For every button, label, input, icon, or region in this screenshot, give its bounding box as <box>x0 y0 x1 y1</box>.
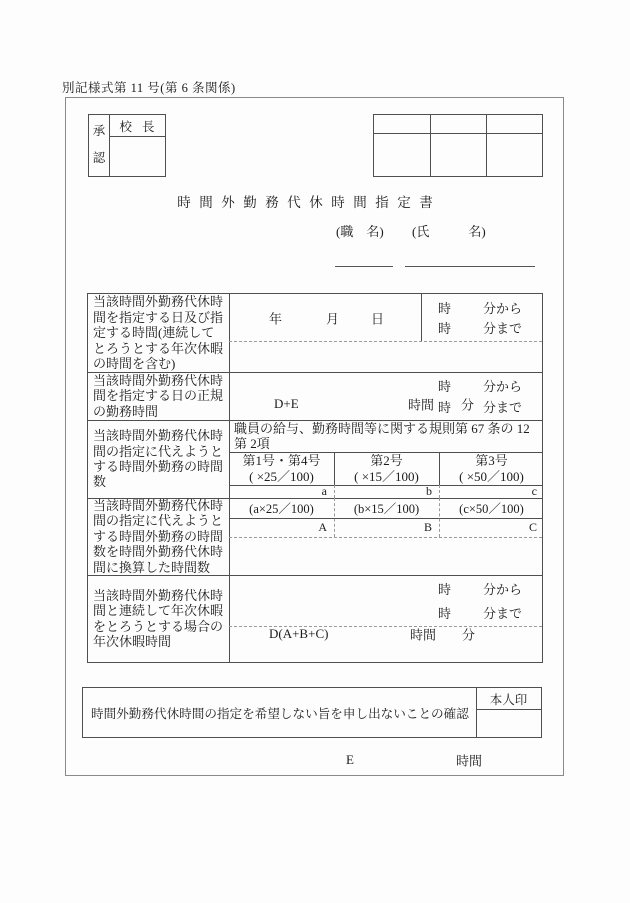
rate-col1-title: 第1号・第4号 <box>242 453 321 468</box>
hour-label: 時 <box>437 301 451 316</box>
approval-box <box>88 114 166 177</box>
rate-col2-header <box>334 452 439 485</box>
rate-col1-value: ( ×25／100) <box>249 468 314 484</box>
row1-label: 当該時間外勤務代休時間を指定する日及び指定する時間(連続してとろうとする年次休暇の時間を含む) <box>93 294 224 372</box>
header-grid-cell <box>430 115 486 133</box>
code-A-cell: A <box>318 520 327 534</box>
sub-divider-dashed <box>229 341 542 342</box>
hour-label: 時 <box>437 321 451 336</box>
row2-time-range-cell <box>229 372 544 420</box>
formula-c-cell: (c×50／100) <box>459 502 524 516</box>
day-label: 日 <box>371 311 385 326</box>
header-grid-cell <box>486 133 542 176</box>
row3-label-cell <box>88 420 229 498</box>
row1-date-cell <box>229 294 421 341</box>
rate-col1-header <box>229 452 334 485</box>
hour-label: 時 <box>437 379 451 394</box>
hour-label: 時 <box>437 582 451 597</box>
confirmation-table <box>82 687 542 738</box>
header-grid <box>373 114 543 177</box>
row2-label: 当該時間外勤務代休時間を指定する日の正規の勤務時間 <box>93 372 224 419</box>
total-formula-label: D(A+B+C) <box>269 626 329 641</box>
hours-unit-label: 時間 <box>410 627 437 643</box>
seal-cell <box>476 709 541 737</box>
time-to-line <box>229 397 544 416</box>
name-signature-line <box>405 258 535 267</box>
code-a-cell: a <box>321 484 327 498</box>
seal-label: 本人印 <box>489 692 528 707</box>
row4-label: 当該時間外勤務代休時間の指定に代えようとする時間外勤務の時間数を時間外勤務代休時間に換算した時間数 <box>93 497 224 575</box>
rate-col3-header <box>439 452 544 485</box>
row5-total-cell <box>229 742 544 778</box>
row1-label-cell <box>88 294 229 372</box>
code-c-cell: c <box>531 484 537 498</box>
hour-label: 時 <box>437 400 451 415</box>
hours-unit-label: 時間 <box>456 753 483 769</box>
code-b-cell: b <box>426 484 432 498</box>
regulation-text: 職員の給与、勤務時間等に関する規則第 67 条の 12 第 2項 <box>234 421 530 451</box>
minute-to-label: 分まで <box>482 321 522 336</box>
approver-title-label: 校長 <box>119 119 165 134</box>
form-title <box>155 191 455 211</box>
code-B-cell: B <box>423 520 432 534</box>
approval-stamp-cell <box>109 136 165 176</box>
row5-label: 当該時間外勤務代休時間と連続して年次休暇をとろうとする場合の年次休暇時間 <box>93 587 224 649</box>
time-to-line <box>229 603 544 622</box>
minutes-unit-label: 分 <box>461 397 475 412</box>
month-label: 月 <box>326 311 340 326</box>
minute-to-label: 分まで <box>482 400 522 415</box>
minute-from-label: 分から <box>482 301 522 316</box>
formula-e-label: E <box>346 752 354 767</box>
time-from-line <box>229 376 544 395</box>
row4-label-cell <box>88 498 229 575</box>
time-to-line <box>421 318 544 337</box>
formula-b-cell: (b×15／100) <box>353 502 420 516</box>
row5-time-range-cell <box>229 575 544 626</box>
hour-label: 時 <box>437 606 451 621</box>
formula-a-cell: (a×25／100) <box>249 502 314 516</box>
minute-from-label: 分から <box>482 379 522 394</box>
confirmation-text: 時間外勤務代休時間の指定を希望しない旨を申し出ないことの確認 <box>91 707 469 721</box>
rate-col2-value: ( ×15／100) <box>354 468 419 484</box>
minute-from-label: 分から <box>482 582 522 597</box>
hours-unit-label: 時間 <box>408 397 435 412</box>
header-grid-cell <box>374 115 430 133</box>
header-grid-cell <box>374 133 430 176</box>
form-number-label: 別記様式第 11 号(第 6 条関係) <box>62 81 236 95</box>
code-C-cell: C <box>528 520 537 534</box>
form-title-text: 時間外勤務代休時間指定書 <box>177 195 442 210</box>
rate-col3-title: 第3号 <box>475 453 508 468</box>
position-name-label: (職 名) <box>336 224 384 239</box>
rate-col3-value: ( ×50／100) <box>459 468 524 484</box>
full-name-label: (氏 名) <box>412 224 486 239</box>
formula-de-label: D+E <box>274 395 299 411</box>
row5-label-cell <box>88 575 229 662</box>
sub-divider-dashed <box>229 537 542 538</box>
row2-label-cell <box>88 372 229 420</box>
header-grid-cell <box>486 115 542 133</box>
approval-label: 承認 <box>92 124 106 165</box>
header-grid-cell <box>430 133 486 176</box>
year-label: 年 <box>269 311 283 326</box>
minute-to-label: 分まで <box>482 606 522 621</box>
minutes-unit-label: 分 <box>462 627 476 643</box>
time-from-line <box>229 579 544 598</box>
time-from-line <box>421 298 544 317</box>
row1-time-range-cell <box>421 294 544 341</box>
position-signature-line <box>335 258 393 267</box>
rate-col2-title: 第2号 <box>370 453 403 468</box>
row3-label: 当該時間外勤務代休時間の指定に代えようとする時間外勤務の時間数 <box>93 428 224 490</box>
approver-title-cell <box>109 115 165 136</box>
